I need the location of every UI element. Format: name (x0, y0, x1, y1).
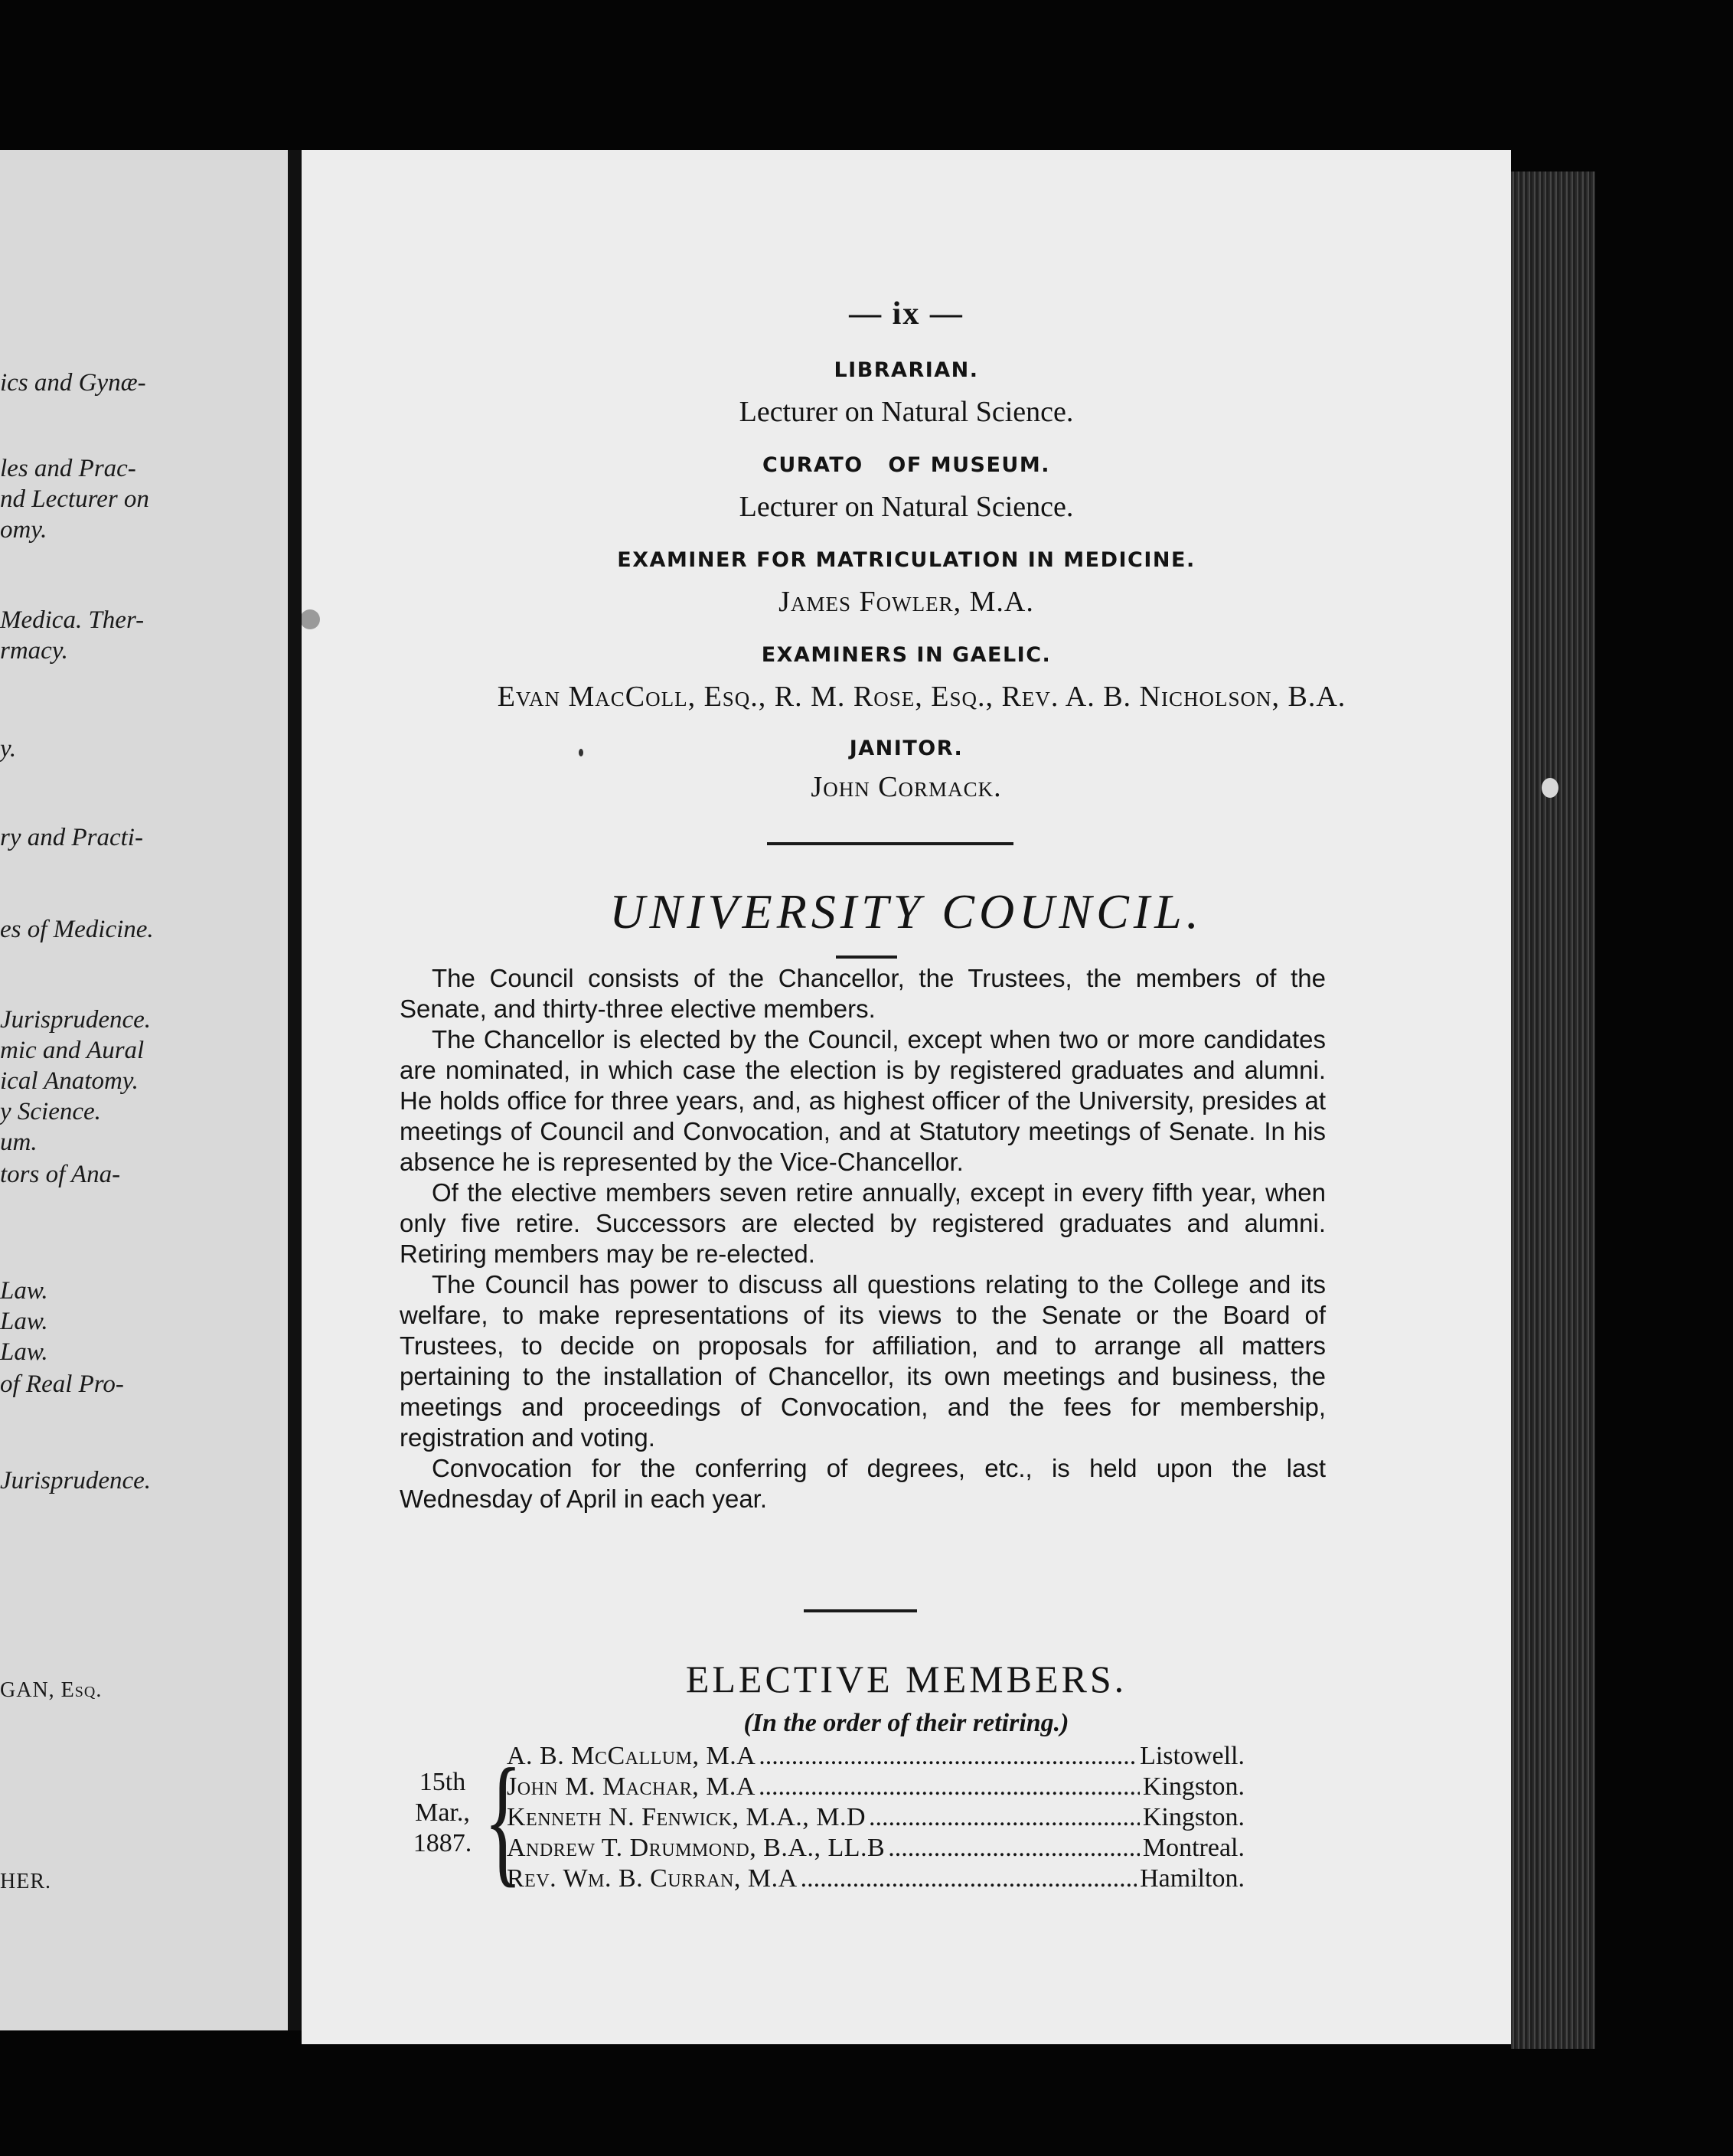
elective-members-list (507, 1741, 1245, 1894)
left-page-fragment: omy. (0, 516, 47, 544)
section-heading-curator: CURATO OF MUSEUM. (762, 453, 1050, 477)
elective-members-title: ELECTIVE MEMBERS. (685, 1658, 1128, 1700)
leader-dots (759, 1772, 1140, 1802)
section-heading-librarian: LIBRARIAN. (834, 358, 979, 382)
member-name: John M. Machar, M.A (507, 1772, 756, 1801)
scan-speck (302, 609, 320, 629)
left-page-fragment: Law. (0, 1277, 48, 1305)
section-line-janitor: John Cormack. (811, 771, 1002, 803)
section-line-examiners-gaelic: Evan MacColl, Esq., R. M. Rose, Esq., Rev. A. B. Nicholson, B.A. (497, 681, 1346, 713)
section-line-librarian: Lecturer on Natural Science. (739, 396, 1074, 428)
leader-dots (801, 1864, 1137, 1894)
section-heading-janitor: JANITOR. (849, 737, 964, 760)
left-page-fragment: les and Prac- (0, 455, 136, 482)
left-page-fragment: ical Anatomy. (0, 1067, 139, 1095)
left-page-fragment: Medica. Ther- (0, 606, 145, 634)
council-title: UNIVERSITY COUNCIL. (609, 884, 1203, 939)
member-name: Andrew T. Drummond, B.A., LL.B (507, 1834, 886, 1862)
council-paragraph: Convocation for the conferring of degrees, etc., is held upon the last Wednesday of April in each year. (400, 1454, 1326, 1513)
left-page-fragment: um. (0, 1129, 38, 1156)
member-place: Hamilton. (1140, 1864, 1245, 1893)
page-number: — ix — (849, 296, 964, 332)
retire-date-line: 15th (419, 1768, 466, 1796)
left-page-fragment: tors of Ana- (0, 1161, 121, 1188)
member-place: Kingston. (1142, 1772, 1245, 1801)
council-paragraph: Of the elective members seven retire annually, except in every fifth year, when only five retire. Successors are elected by registered graduates and alumni. Retiring members may be re-elected. (400, 1178, 1326, 1268)
left-page-fragment: HER. (0, 1870, 51, 1893)
left-page-fragment: of Real Pro- (0, 1370, 124, 1398)
divider-rule (804, 1609, 917, 1612)
member-name: Rev. Wm. B. Curran, M.A (507, 1864, 798, 1893)
scan-speck (1542, 778, 1558, 798)
member-row (507, 1802, 1245, 1833)
left-page-fragment: Law. (0, 1308, 48, 1335)
left-page-fragment: nd Lecturer on (0, 485, 149, 513)
left-page-fragment: GAN, Esq. (0, 1678, 103, 1702)
brace-glyph: { (484, 1740, 523, 1900)
member-row (507, 1864, 1245, 1894)
section-heading-examiner-matriculation: EXAMINER FOR MATRICULATION IN MEDICINE. (617, 548, 1196, 572)
section-heading-examiners-gaelic: EXAMINERS IN GAELIC. (761, 643, 1052, 667)
left-page-fragment: y Science. (0, 1098, 101, 1125)
member-place: Montreal. (1142, 1834, 1245, 1862)
book-gutter (288, 150, 302, 2030)
left-page-fragment: ics and Gynæ- (0, 369, 146, 397)
divider-rule (836, 956, 897, 959)
retire-date-line: 1887. (413, 1829, 472, 1857)
member-place: Listowell. (1140, 1742, 1245, 1770)
retire-date-line: Mar., (415, 1798, 470, 1827)
member-row (507, 1741, 1245, 1772)
leader-dots (888, 1833, 1140, 1864)
scan-speck (579, 749, 583, 756)
left-page-fragment: y. (0, 735, 17, 763)
council-paragraph: The Chancellor is elected by the Council, except when two or more candidates are nominated, in which case the election is by registered graduates and alumni. He holds office for three years, and, as highest officer of the University, presides at meetings of Council and Convocation, and at Statutory meetings of Senate. In his absence he is represented by the Vice-Chancellor. (400, 1025, 1326, 1176)
member-place: Kingston. (1142, 1803, 1245, 1831)
section-line-examiner-matriculation: James Fowler, M.A. (778, 586, 1034, 618)
page-fore-edge (1511, 172, 1595, 2049)
left-page-fragment: ry and Practi- (0, 824, 143, 851)
left-page-fragment: es of Medicine. (0, 916, 154, 943)
council-paragraph: The Council consists of the Chancellor, the Trustees, the members of the Senate, and thirty-three elective members. (400, 964, 1326, 1023)
leader-dots (759, 1741, 1137, 1772)
left-page-fragment: Jurisprudence. (0, 1467, 152, 1494)
left-page-fragment: Jurisprudence. (0, 1006, 152, 1034)
member-name: Kenneth N. Fenwick, M.A., M.D (507, 1803, 866, 1831)
member-row (507, 1772, 1245, 1802)
retire-order-note: (In the order of their retiring.) (743, 1709, 1069, 1737)
retire-date (404, 1767, 481, 1859)
member-row (507, 1833, 1245, 1864)
council-description (400, 963, 1326, 1514)
leader-dots (869, 1802, 1140, 1833)
member-name: A. B. McCallum, M.A (507, 1742, 756, 1770)
left-page (0, 150, 291, 2030)
council-paragraph: The Council has power to discuss all questions relating to the College and its welfare, to make representations of its views to the Senate or the Board of Trustees, to decide on proposals for affiliation, and to arrange all matters pertaining to the installation of Chancellor, its own meetings and business, the meetings and proceedings of Convocation, and the fees for membership, registration and voting. (400, 1270, 1326, 1452)
right-page (302, 150, 1511, 2044)
divider-rule (767, 842, 1013, 845)
left-page-fragment: rmacy. (0, 637, 68, 665)
left-page-fragment: mic and Aural (0, 1037, 145, 1064)
left-page-fragment: Law. (0, 1338, 48, 1366)
section-line-curator: Lecturer on Natural Science. (739, 491, 1074, 523)
